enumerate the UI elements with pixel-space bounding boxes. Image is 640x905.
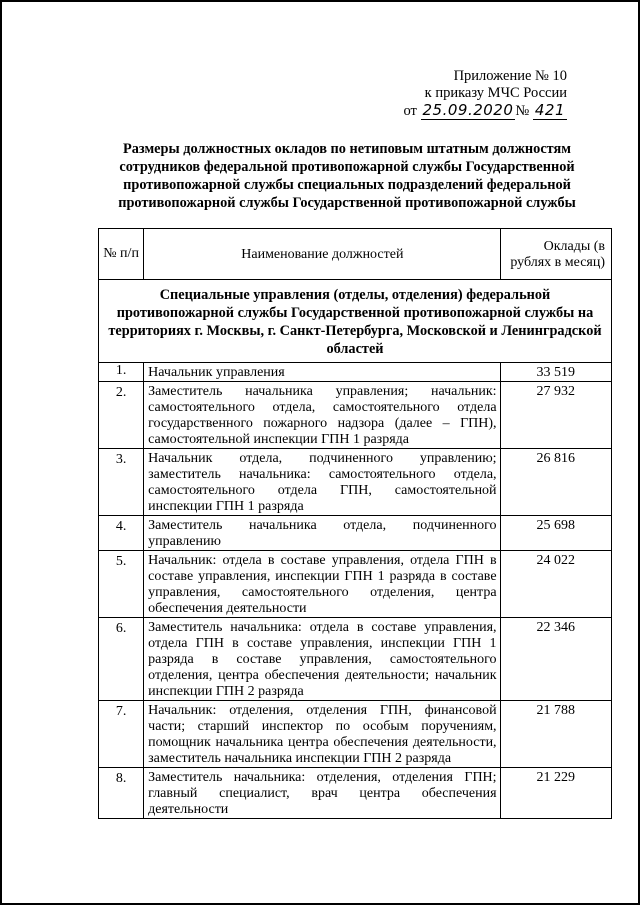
- table-row: [99, 551, 612, 618]
- table-row: [99, 363, 612, 382]
- document-title: Размеры должностных окладов по нетиповым штатным должностям сотрудников федеральной противопожарной службы Государственной противопожарной службы специальных подразделений федеральной противопожарной службы Государственной противопожарной службы: [118, 141, 576, 211]
- row-position: Заместитель начальника отдела, подчиненного управлению: [144, 516, 500, 551]
- row-salary: 22 346: [500, 618, 611, 701]
- table-row: [99, 449, 612, 516]
- handwritten-date: 25.09.2020: [422, 101, 514, 119]
- row-num: 7.: [99, 701, 144, 768]
- row-num: 8.: [99, 768, 144, 819]
- table-row: [99, 382, 612, 449]
- row-salary: 21 229: [500, 768, 611, 819]
- row-num: 3.: [99, 449, 144, 516]
- appendix-line1: Приложение № 10: [453, 68, 567, 84]
- table-row: [99, 701, 612, 768]
- table-row: [99, 516, 612, 551]
- row-num: 5.: [99, 551, 144, 618]
- row-salary: 25 698: [500, 516, 611, 551]
- row-position: Начальник: отделения, отделения ГПН, финансовой части; старший инспектор по особым поручениям, помощник начальника центра обеспечения деятельности, заместитель начальника инспекции ГПН 2 разряда: [144, 701, 500, 768]
- handwritten-number: 421: [534, 101, 565, 119]
- row-salary: 21 788: [500, 701, 611, 768]
- row-num: 6.: [99, 618, 144, 701]
- section-title: Специальные управления (отделы, отделения) федеральной противопожарной службы Государственной противопожарной службы на территориях г. Москвы, г. Санкт-Петербурга, Московской и Ленинградской областей: [99, 280, 612, 363]
- row-salary: 27 932: [500, 382, 611, 449]
- number-prefix: №: [515, 103, 530, 119]
- row-position: Заместитель начальника: отдела в составе управления, отдела ГПН в составе управления, инспекции ГПН 1 разряда в составе управления, самостоятельного отделения, центра обеспечения деятельности; начальник инспекции ГПН 2 разряда: [144, 618, 500, 701]
- table-row: [99, 618, 612, 701]
- row-position: Начальник: отдела в составе управления, отдела ГПН в составе управления, инспекции ГПН 1 разряда в составе управления, самостоятельного отделения, центра обеспечения деятельности: [144, 551, 500, 618]
- order-date-line: [392, 102, 567, 120]
- row-num: 1.: [99, 363, 144, 382]
- header-name: Наименование должностей: [144, 229, 500, 280]
- date-prefix: от: [403, 103, 417, 119]
- header-num: № п/п: [99, 229, 144, 280]
- row-salary: 24 022: [500, 551, 611, 618]
- row-position: Начальник управления: [144, 363, 500, 382]
- row-salary: 26 816: [500, 449, 611, 516]
- salary-table: [98, 228, 612, 819]
- table-header-row: [99, 229, 612, 280]
- table-row: [99, 768, 612, 819]
- row-position: Начальник отдела, подчиненного управлению; заместитель начальника: самостоятельного отдела, самостоятельного отдела ГПН, самостоятельной инспекции ГПН 1 разряда: [144, 449, 500, 516]
- row-position: Заместитель начальника: отделения, отделения ГПН; главный специалист, врач центра обеспечения деятельности: [144, 768, 500, 819]
- header-salary: Оклады (в рублях в месяц): [500, 229, 611, 280]
- section-row: [99, 280, 612, 363]
- row-position: Заместитель начальника управления; начальник: самостоятельного отдела, самостоятельного отдела государственного пожарного надзора (далее – ГПН), самостоятельной инспекции ГПН 1 разряда: [144, 382, 500, 449]
- row-num: 4.: [99, 516, 144, 551]
- appendix-header: [392, 68, 567, 120]
- appendix-line2: к приказу МЧС России: [424, 85, 567, 101]
- row-num: 2.: [99, 382, 144, 449]
- row-salary: 33 519: [500, 363, 611, 382]
